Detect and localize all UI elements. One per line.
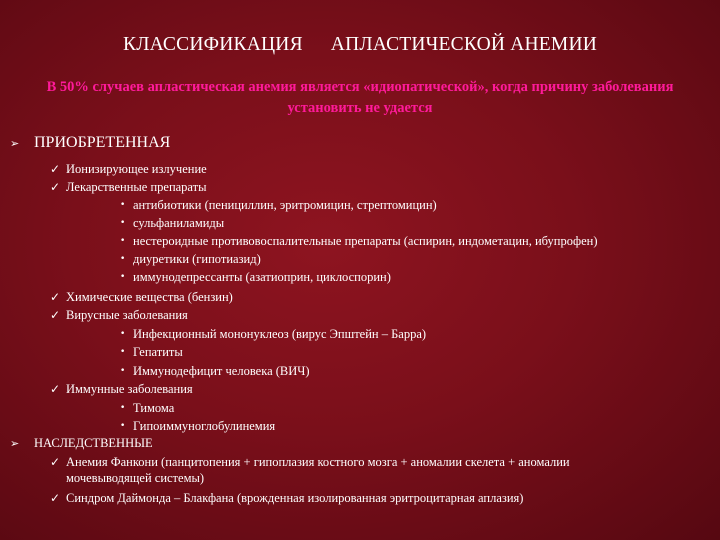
sub-item-label: нестероидные противовоспалительные препараты (аспирин, индометацин, ибупрофен) xyxy=(133,234,598,248)
sub-item-label: Иммунодефицит человека (ВИЧ) xyxy=(133,364,310,378)
list-item-label: Лекарственные препараты xyxy=(66,180,207,194)
list-item-drugs xyxy=(50,180,207,195)
bullet-icon: • xyxy=(120,218,126,228)
section-hereditary-label: НАСЛЕДСТВЕННЫЕ xyxy=(34,436,153,450)
section-acquired xyxy=(10,134,170,152)
check-icon: ✓ xyxy=(50,455,61,469)
list-item-label: мочевыводящей системы) xyxy=(66,471,205,485)
slide-title xyxy=(0,34,720,56)
subtitle: В 50% случаев апластическая анемия является «идиопатической», когда причину заболевания установить не удается xyxy=(46,79,674,116)
sub-item-antibiotics xyxy=(120,198,437,213)
sub-item-label: иммунодепрессанты (азатиоприн, циклоспорин) xyxy=(133,270,391,284)
sub-item-label: диуретики (гипотиазид) xyxy=(133,252,261,266)
check-icon: ✓ xyxy=(50,162,61,176)
list-item-viral xyxy=(50,308,188,323)
bullet-icon: • xyxy=(120,366,126,376)
list-item-label: Анемия Фанкони (панцитопения + гипоплазия костного мозга + аномалии скелета + аномалии xyxy=(66,455,570,469)
list-item-immune xyxy=(50,382,193,397)
title-part-2: АПЛАСТИЧЕСКОЙ АНЕМИИ xyxy=(330,34,598,55)
bullet-icon: • xyxy=(120,403,126,413)
list-item-fanconi xyxy=(50,455,570,470)
sub-item-sulfonamides xyxy=(120,216,224,231)
bullet-icon: • xyxy=(120,254,126,264)
bullet-icon: • xyxy=(120,272,126,282)
list-item-diamond-blackfan xyxy=(50,491,523,506)
list-item-chemicals xyxy=(50,290,233,305)
bullet-icon: • xyxy=(120,236,126,246)
sub-item-immunosuppressants xyxy=(120,270,391,285)
sub-item-label: Гипоиммуноглобулинемия xyxy=(133,419,276,433)
sub-item-thymoma xyxy=(120,401,174,416)
sub-item-diuretics xyxy=(120,252,261,267)
sub-item-label: антибиотики (пенициллин, эритромицин, стрептомицин) xyxy=(133,198,437,212)
sub-item-label: Инфекционный мононуклеоз (вирус Эпштейн – Барра) xyxy=(133,327,427,341)
check-icon: ✓ xyxy=(50,180,61,194)
bullet-icon: • xyxy=(120,421,126,431)
list-item-label: Вирусные заболевания xyxy=(66,308,188,322)
title-part-1: КЛАССИФИКАЦИЯ xyxy=(122,34,303,55)
sub-item-hiv xyxy=(120,364,310,379)
sub-item-label: Тимома xyxy=(133,401,175,415)
sub-item-label: сульфаниламиды xyxy=(133,216,225,230)
sub-item-nsaids xyxy=(120,234,597,249)
list-item-radiation xyxy=(50,162,207,177)
arrow-bullet-icon: ➢ xyxy=(10,437,20,450)
check-icon: ✓ xyxy=(50,308,61,322)
check-icon: ✓ xyxy=(50,382,61,396)
check-icon: ✓ xyxy=(50,491,61,505)
sub-item-mononucleosis xyxy=(120,327,426,342)
section-hereditary xyxy=(10,436,153,451)
bullet-icon: • xyxy=(120,200,126,210)
arrow-bullet-icon: ➢ xyxy=(10,137,20,150)
sub-item-hypoimmunoglobulinemia xyxy=(120,419,275,434)
list-item-label: Химические вещества (бензин) xyxy=(66,290,233,304)
list-item-label: Иммунные заболевания xyxy=(66,382,193,396)
list-item-label: Синдром Даймонда – Блакфана (врожденная изолированная эритроцитарная аплазия) xyxy=(66,491,524,505)
sub-item-label: Гепатиты xyxy=(133,345,183,359)
check-icon: ✓ xyxy=(50,290,61,304)
section-acquired-label: ПРИОБРЕТЕННАЯ xyxy=(34,134,171,151)
list-item-fanconi-continued xyxy=(66,471,204,486)
bullet-icon: • xyxy=(120,329,126,339)
list-item-label: Ионизирующее излучение xyxy=(66,162,207,176)
sub-item-hepatitis xyxy=(120,345,183,360)
bullet-icon: • xyxy=(120,347,126,357)
